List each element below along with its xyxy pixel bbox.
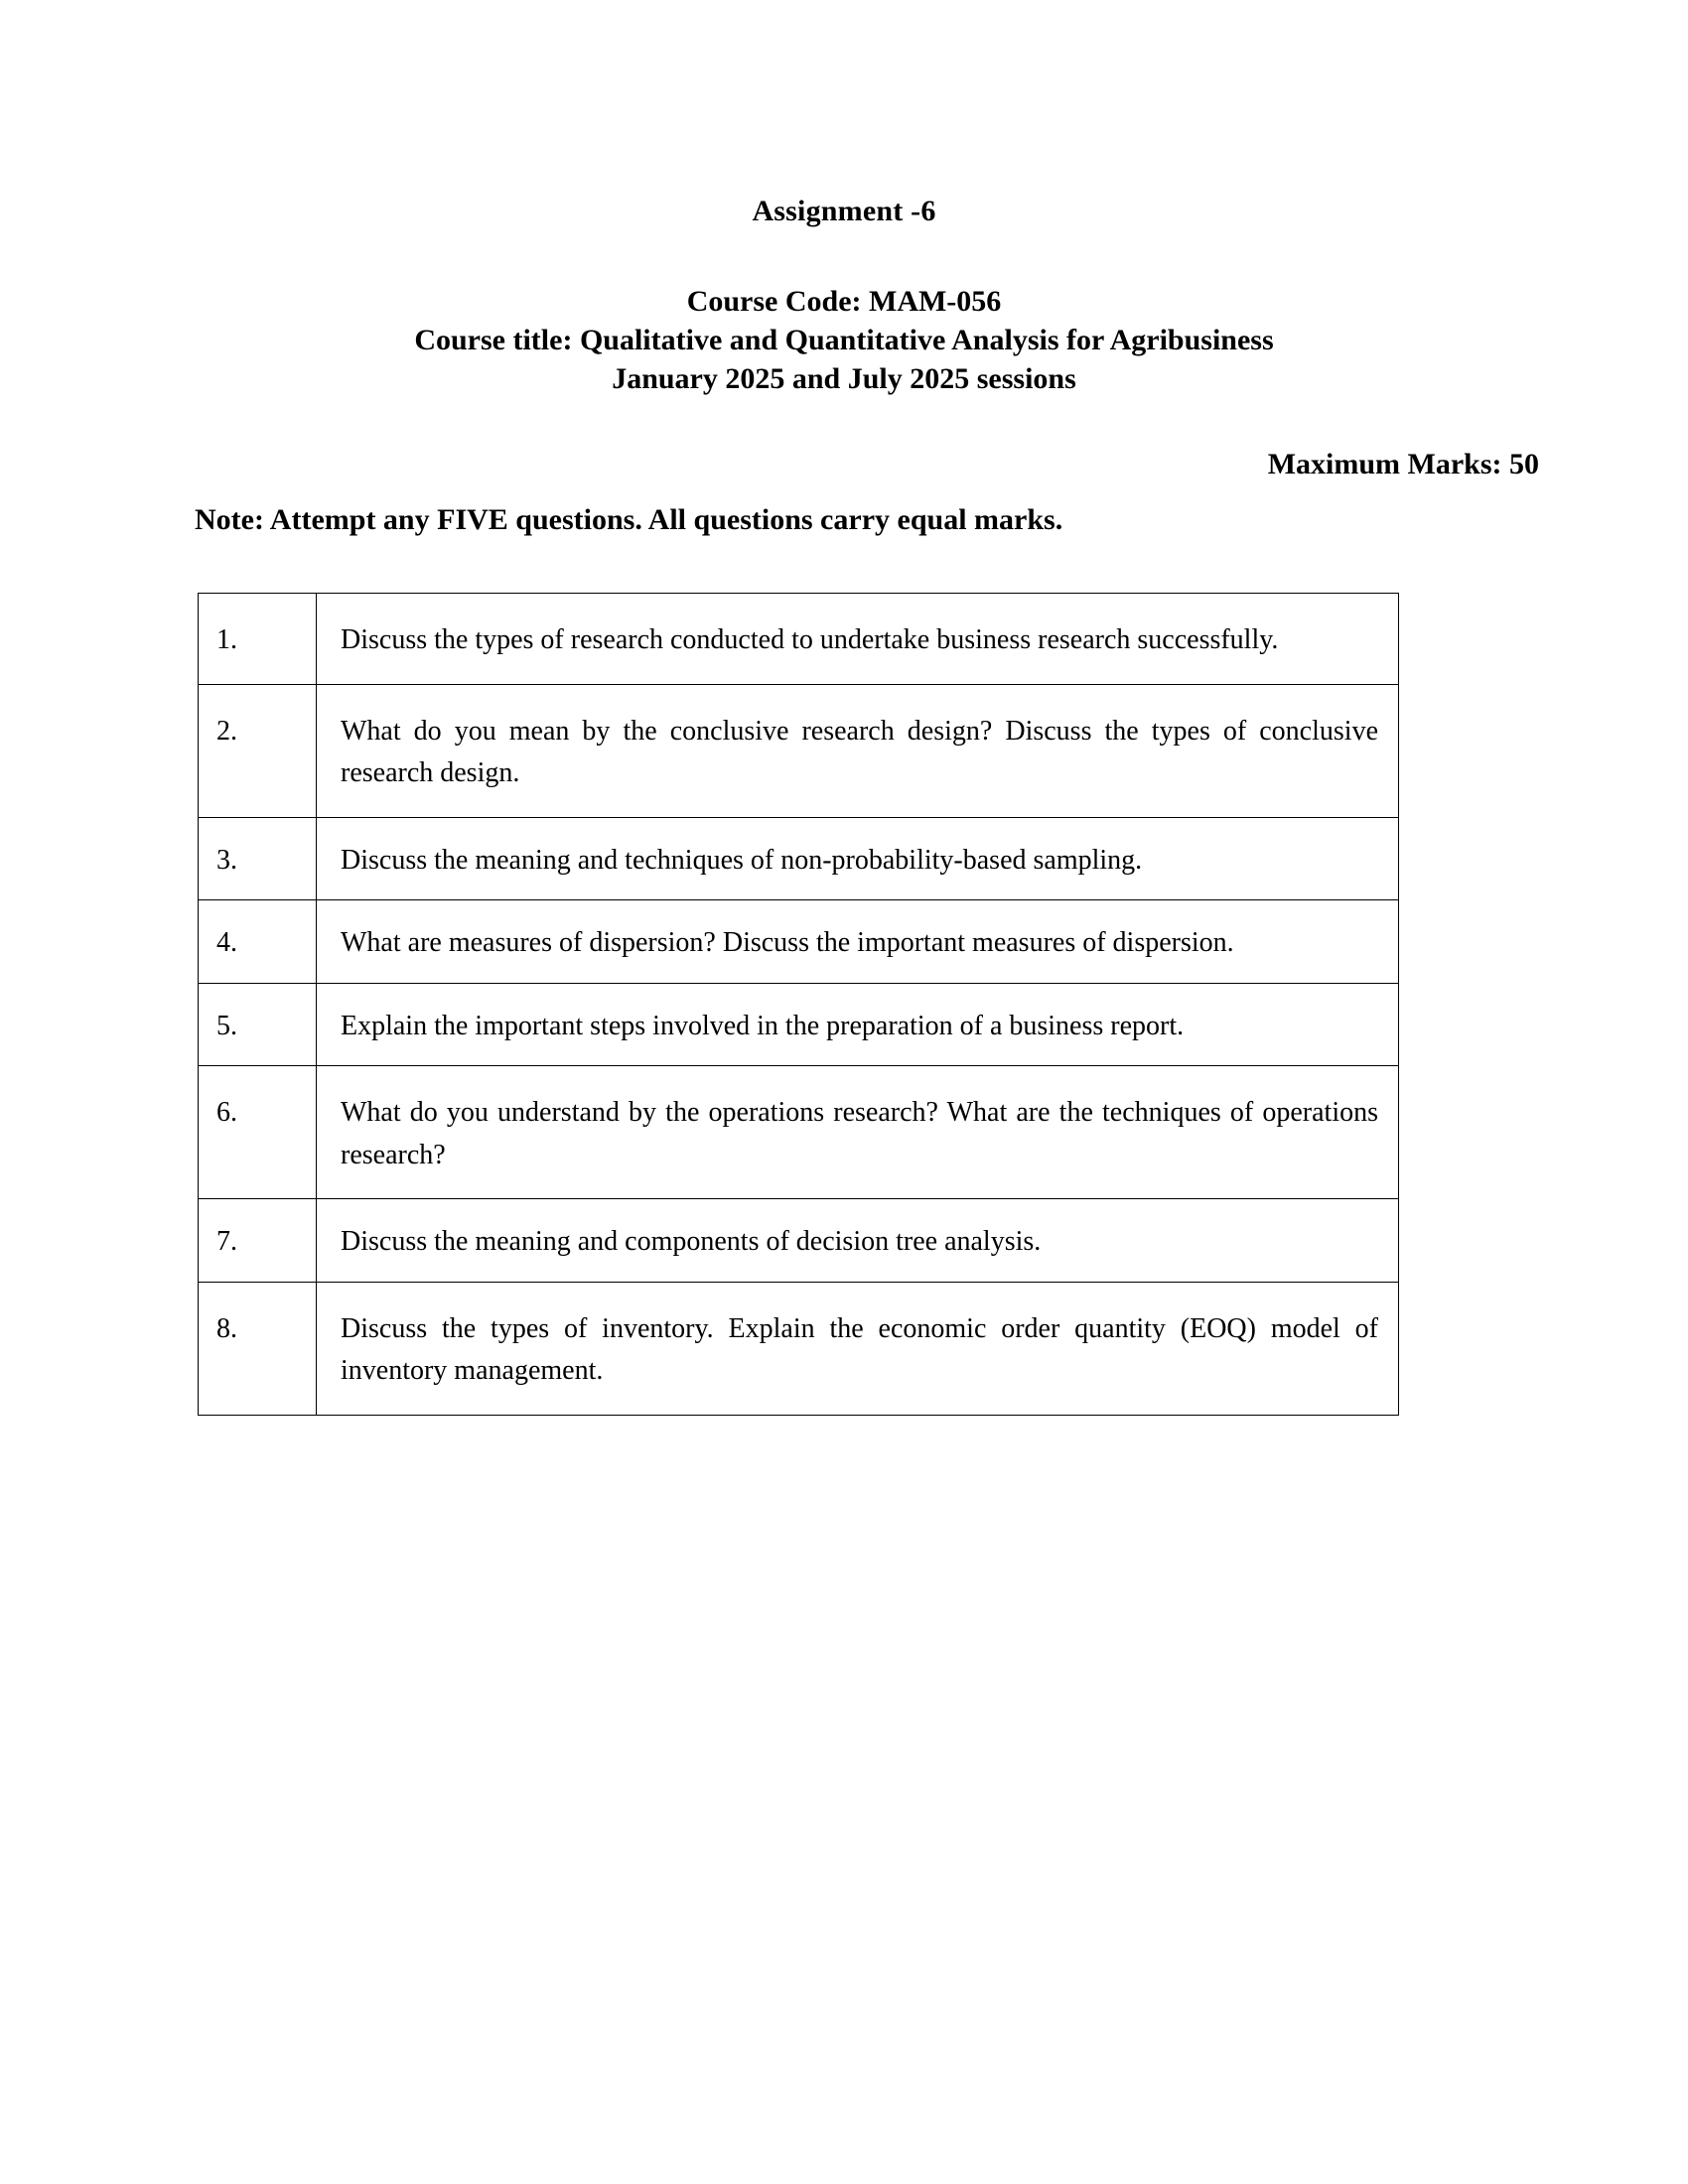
table-row (199, 817, 1399, 900)
question-number: 2. (199, 684, 317, 817)
question-text: Discuss the types of inventory. Explain the economic order quantity (EOQ) model of inventory management. (317, 1282, 1399, 1415)
note-instruction: Note: Attempt any FIVE questions. All questions carry equal marks. (195, 503, 1063, 536)
question-text: Discuss the meaning and techniques of non-probability-based sampling. (317, 817, 1399, 900)
table-row (199, 983, 1399, 1066)
questions-table-body (199, 594, 1399, 1416)
question-text: Discuss the meaning and components of decision tree analysis. (317, 1199, 1399, 1283)
table-row (199, 1199, 1399, 1283)
question-number: 3. (199, 817, 317, 900)
question-text: What do you mean by the conclusive research design? Discuss the types of conclusive research design. (317, 684, 1399, 817)
question-text: What do you understand by the operations research? What are the techniques of operations research? (317, 1066, 1399, 1199)
table-row (199, 900, 1399, 984)
question-number: 5. (199, 983, 317, 1066)
assignment-title: Assignment -6 (752, 195, 936, 227)
table-row (199, 684, 1399, 817)
maximum-marks: Maximum Marks: 50 (1267, 448, 1539, 480)
question-text: What are measures of dispersion? Discuss the important measures of dispersion. (317, 900, 1399, 984)
question-number: 6. (199, 1066, 317, 1199)
course-sessions: January 2025 and July 2025 sessions (612, 362, 1076, 395)
table-row (199, 1066, 1399, 1199)
course-title: Course title: Qualitative and Quantitative Analysis for Agribusiness (414, 324, 1274, 356)
document-header (0, 0, 1688, 535)
table-row (199, 594, 1399, 685)
questions-table-container (198, 593, 1399, 1416)
question-number: 4. (199, 900, 317, 984)
question-number: 1. (199, 594, 317, 685)
course-code: Course Code: MAM-056 (686, 285, 1002, 318)
question-text: Explain the important steps involved in the preparation of a business report. (317, 983, 1399, 1066)
question-number: 8. (199, 1282, 317, 1415)
question-text: Discuss the types of research conducted to undertake business research successfully. (317, 594, 1399, 685)
course-info-block (0, 226, 1688, 398)
questions-table (198, 593, 1399, 1416)
table-row (199, 1282, 1399, 1415)
question-number: 7. (199, 1199, 317, 1283)
